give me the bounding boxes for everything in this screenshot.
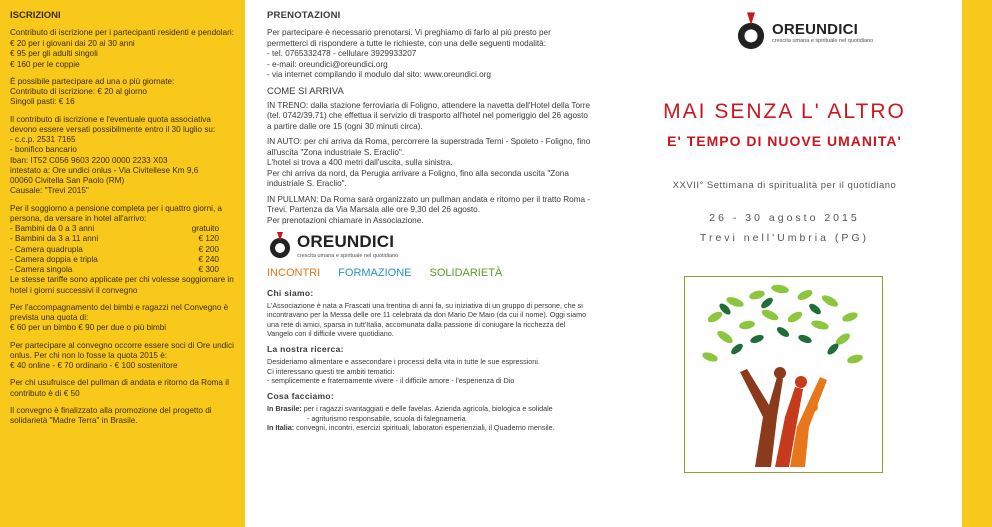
- italia-text: convegni, incontri, esercizi spirituali, laboratori esperienziali, il Quaderno mensile.: [294, 423, 555, 433]
- price-list: [10, 224, 237, 275]
- secondary-title: E' TEMPO DI NUOVE UMANITA': [667, 133, 902, 149]
- pillar-formazione: FORMAZIONE: [338, 267, 412, 280]
- logo-mark-icon: [267, 232, 293, 260]
- settimana-subtitle: XXVII° Settimana di spiritualità per il quotidiano: [672, 180, 897, 191]
- versamento-text: Il contributo di iscrizione e l'eventuale quota associativa devono essere versati possibilmente entro il 30 luglio su:: [10, 114, 216, 134]
- cosa-facciamo-heading: Cosa facciamo:: [267, 391, 335, 402]
- chi-siamo-heading: Chi siamo:: [267, 288, 314, 299]
- price-label: - Camera singola: [10, 265, 73, 275]
- price-row: [10, 245, 237, 255]
- soci-quota: € 40 online - € 70 ordinario - € 100 sostenitore: [10, 361, 178, 371]
- right-yellow-strip: [962, 0, 992, 527]
- logo-mark-icon: [734, 12, 768, 52]
- logo-subtitle: crescita umana e spirituale nel quotidiano: [297, 253, 399, 260]
- ricerca-1: Desideriamo alimentare e assecondare i processi della vita in tutte le sue espressioni.: [267, 357, 540, 367]
- bonifico: - bonifico bancario: [10, 145, 77, 155]
- soggiorno-text: Per il soggiorno a pensione completa per i quattro giorni, a persona, da versare in hotel all'arrivo:: [10, 203, 223, 223]
- indirizzo: 00060 Civitella San Paolo (RM): [10, 176, 125, 186]
- price-row: [10, 255, 237, 265]
- in-pullman: IN PULLMAN: Da Roma sarà organizzato un pullman andata e ritorno per il tratto Roma -Trevi. Partenza da Via Marsala alle ore 9,30 del 26 agosto.: [267, 194, 591, 215]
- iban: Iban: IT52 C056 9603 2200 0000 2233 X03: [10, 155, 168, 165]
- logo-text: OREUNDICI: [297, 232, 395, 252]
- logo-text: OREUNDICI: [772, 20, 858, 38]
- cosa-italia: [267, 423, 593, 432]
- singoli-pasti: Singoli pasti: € 16: [10, 97, 75, 107]
- in-auto-roma: IN AUTO: per chi arriva da Roma, percorrere la superstrada Terni - Spoleto - Foligno, fino all'uscita "Zona industriale S. Eraclio".: [267, 137, 591, 157]
- price-label: - Bambini da 0 a 3 anni: [10, 224, 95, 234]
- brasile-label: In Brasile:: [267, 404, 302, 414]
- price-label: - Camera quadrupla: [10, 244, 83, 254]
- telefono: - tel. 0765332478 - cellulare 3929933207: [267, 49, 417, 59]
- bimbi-text: Per l'accompagnamento dei bimbi e ragazzi nel Convegno è prevista una quota di:: [10, 302, 229, 323]
- brasile-text: per i ragazzi svantaggiati e delle favelas. Azienda agricola, biologica e solidale: [301, 404, 553, 414]
- price-label: - Bambini da 3 a 11 anni: [10, 234, 99, 244]
- intestato: intestato a: Ore undici onlus - Via Civitellese Km 9,6: [10, 165, 199, 175]
- ricerca-3: - semplicemente e fraternamente vivere - il difficile amore - l'esperienza di Dio: [267, 376, 515, 386]
- causale: Causale: "Trevi 2015": [10, 186, 89, 196]
- pullman-contributo: Per chi usufruisce del pullman di andata e ritorno da Roma il contributo è di € 50: [10, 378, 229, 398]
- pillar-incontri: INCONTRI: [267, 267, 321, 280]
- rate-1: € 20 per i giovani dai 20 ai 30 anni: [10, 39, 135, 49]
- price-value: € 200: [198, 244, 219, 254]
- ccp: - c.c.p. 2531 7165: [10, 135, 76, 145]
- event-place: Trevi nell'Umbria (PG): [699, 232, 870, 244]
- in-auto-hotel: L'hotel si trova a 400 metri dall'uscita, sulla sinistra.: [267, 158, 453, 168]
- sito: - via internet compilando il modulo dal sito: www.oreundici.org: [267, 70, 491, 80]
- in-pullman-prenotazioni: Per prenotazioni chiamare in Associazione.: [267, 215, 424, 225]
- iscrizioni-intro: Contributo di iscrizione per i partecipanti residenti e pendolari:: [10, 27, 234, 37]
- price-value: € 300: [198, 265, 219, 275]
- pillars: [267, 266, 593, 280]
- rate-3: € 160 per le coppie: [10, 59, 80, 69]
- logo-subtitle: crescita umana e spirituale nel quotidiano: [772, 37, 874, 44]
- cosa-brasile: [267, 404, 593, 413]
- price-value: € 120: [198, 234, 219, 244]
- in-auto-nord: Per chi arriva da nord, da Perugia arrivare a Foligno, fino alla seconda uscita "Zona industriale S. Eraclio".: [267, 168, 569, 189]
- oreundici-logo-large: [734, 12, 873, 52]
- italia-label: In Italia:: [267, 423, 295, 433]
- price-label: - Camera doppia e tripla: [10, 254, 98, 264]
- ricerca-heading: La nostra ricerca:: [267, 344, 344, 355]
- price-row: [10, 265, 237, 275]
- giornate-contributo: Contributo di iscrizione: € 20 al giorno: [10, 87, 147, 97]
- price-row: [10, 234, 237, 244]
- left-panel: [0, 0, 245, 527]
- event-dates: 26 - 30 agosto 2015: [709, 212, 860, 224]
- prenotazioni-heading: PRENOTAZIONI: [267, 10, 341, 21]
- bimbi-quota: € 60 per un bimbo € 90 per due o più bimbi: [10, 323, 167, 333]
- ricerca-2: Ci interessano questi tre ambiti tematici:: [267, 366, 395, 376]
- giornate-text: È possibile partecipare ad una o più giornate:: [10, 76, 175, 86]
- pillar-solidarieta: SOLIDARIETÀ: [429, 267, 503, 280]
- soci-text: Per partecipare al convegno occorre essere soci di Ore undici onlus. Per chi non lo fosse la quota 2015 è:: [10, 340, 234, 360]
- cosa-brasile-2: - agriturismo responsabile, scuola di falegnameria: [307, 413, 466, 423]
- email: - e-mail: oreundici@oreundici.org: [267, 59, 388, 69]
- price-value: gratuito: [191, 224, 219, 234]
- tree-illustration: [684, 276, 883, 473]
- main-title: MAI SENZA L' ALTRO: [663, 100, 906, 123]
- prenotazioni-text: Per partecipare è necessario prenotarsi. Vi preghiamo di farlo al più presto per permetterci di rispondere a tutte le richieste, con una delle seguenti modalità:: [267, 28, 551, 48]
- chi-siamo-text: L'Associazione è nata a Frascati una trentina di anni fa, su iniziativa di un gruppo di persone, che si incontravano per la Messa delle ore 11 celebrata da don Mario De Maio (da cui il nome). Oggi siamo una rete di amici, sparsa in tutt'Italia, accomunata dalla passione di coniugare la ricchezza del Vangelo con il difficile vivere quotidiano.: [267, 301, 587, 339]
- madre-terra: Il convegno è finalizzato alla promozione del progetto di solidarietà "Madre Terra" in Brasile.: [10, 405, 212, 426]
- iscrizioni-heading: ISCRIZIONI: [10, 10, 61, 21]
- cover-panel: [607, 0, 962, 527]
- tree-of-people-icon: [685, 277, 882, 472]
- oreundici-logo-small: [267, 231, 593, 260]
- come-si-arriva-heading: COME SI ARRIVA: [267, 85, 344, 97]
- middle-panel: [245, 0, 607, 527]
- price-value: € 240: [198, 254, 219, 264]
- rate-2: € 95 per gli adulti singoli: [10, 49, 98, 59]
- in-treno: IN TRENO: dalla stazione ferroviaria di Foligno, attendere la navetta dell'Hotel della Torre (tel. 0742/39.71) che effettua il servizio di trasporto all'hotel nel pomeriggio del 26 agosto a partire dalle ore 15 (ogni 30 minuti circa).: [267, 100, 591, 131]
- tariffe-note: Le stesse tariffe sono applicate per chi volesse soggiornare in hotel i giorni successivi il convegno: [10, 275, 234, 295]
- price-row: [10, 224, 237, 234]
